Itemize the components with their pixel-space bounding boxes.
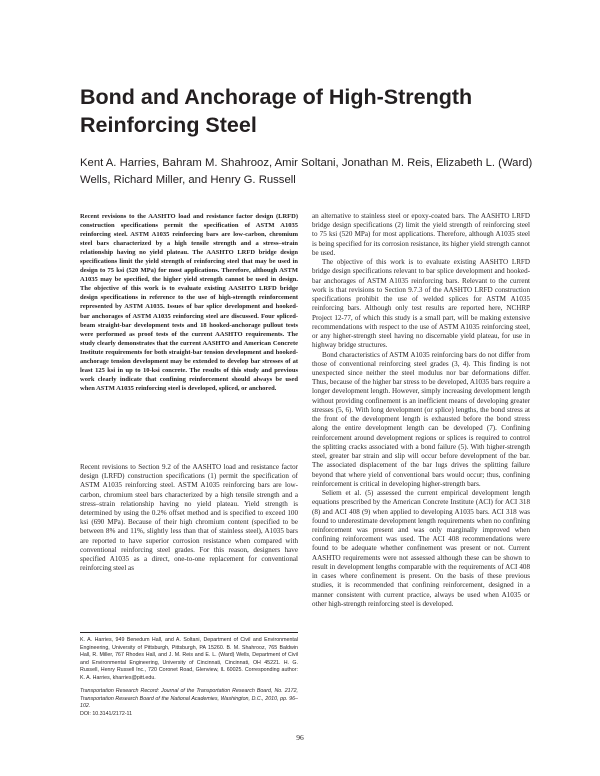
body-paragraph: The objective of this work is to evaluate existing AASHTO LRFD bridge design specifications relevant to bar splice development and hooked-bar anchorages of ASTM A1035 reinforcing bars. Relevant to the current work is that revisions to Section 9.7.3 of the AASHTO LRFD construction specifications prohibit the use of welded splices for ASTM A1035 reinforcing bars. Although only test results are reported here, NCHRP Project 12-77, of which this study is a small part, will be making extensive recommendations with respect to the use of ASTM A1035 reinforcing steel, or any higher-strength steel having no discernable yield plateau, for use in highway bridge structures. <box>312 258 530 350</box>
body-paragraph: Bond characteristics of ASTM A1035 reinforcing bars do not differ from those of conventional reinforcing steel grades (3, 4). This finding is not unexpected since neither the steel modulus nor bar deformations differ. Thus, because of the higher bar stress to be developed, A1035 bars require a longer development length. However, simply increasing development length without providing confinement is an inefficient means of developing greater stresses (5, 6). With long development (or splice) lengths, the bond stress at the front of the development length is exhausted before the bond stress along the entire development length can be developed (7). Confining reinforcement around development regions or splices is required to control the splitting cracks associated with a bond failure (5). With higher-strength steel, greater bar strain and slip will occur before development of the bar. The associated displacement of the bar lugs drives the splitting failure beyond that where yield of conventional bars would occur; thus, confining reinforcement is critical in developing higher-strength bars. <box>312 350 530 488</box>
journal-citation: Transportation Research Record: Journal of the Transportation Research Board, No. 2172, Transportation Research Board of the National Academies, Washington, D.C., 2010, pp. 96–102. <box>80 688 298 709</box>
article-title: Bond and Anchorage of High-Strength Reinforcing Steel <box>80 85 473 137</box>
body-paragraph: Seliem et al. (5) assessed the current empirical development length equations prescribed by the American Concrete Institute (ACI) for ACI 318 (8) and ACI 408 (9) when applied to developing A1035 bars. ACI 318 was found to underestimate development length requirements when no confining reinforcement was present and was only marginally improved when confining reinforcement was used. The ACI 408 recommendations were found to be adequate whether confinement was present or not. Current AASHTO requirements were not assessed although these can be shown to result in development lengths comparable with the requirements of ACI 408 in cases where confinement is present. On the basis of these previous studies, it is recommended that confining reinforcement, designed in a manner consistent with current practice, always be used when A1035 or other high-strength reinforcing steel is developed. <box>312 489 530 608</box>
footnote <box>80 632 298 718</box>
page-number: 96 <box>296 733 304 742</box>
body-paragraph: an alternative to stainless steel or epoxy-coated bars. The AASHTO LRFD bridge design specifications (2) limit the yield strength of reinforcing steel to 75 ksi (520 MPa) for most applications. Therefore, although A1035 steel is being specified for its corrosion resistance, its higher yield strength cannot be used. <box>312 212 530 257</box>
introduction <box>80 463 298 573</box>
intro-paragraph: Recent revisions to Section 9.2 of the AASHTO load and resistance factor design (LRFD) construction specifications (1) permit the specification of ASTM A1035 reinforcing steel. ASTM A1035 reinforcing bars are low-carbon, chromium steel bars characterized by a high tensile strength and a stress–strain relationship having no yield plateau. Yield strength is determined by using the 0.2% offset method and is specified to exceed 100 ksi (690 MPa). Because of their high chromium content (specified to be between 8% and 11%, slightly less than that of stainless steel), A1035 bars are reported to have superior corrosion resistance when compared with conventional reinforcing steel grades. For this reason, designers have specified A1035 as a direct, one-to-one replacement for conventional reinforcing steel as <box>80 463 298 573</box>
right-column <box>312 212 530 609</box>
doi: DOI: 10.3141/2172-11 <box>80 710 133 717</box>
author-affiliations: K. A. Harries, 949 Benedum Hall, and A. Soltani, Department of Civil and Environmental Engineering, University of Pittsburgh, Pittsburgh, PA 15260. B. M. Shahrooz, 765 Baldwin Hall, R. Miller, 767 Rhodes Hall, and J. M. Reis and E. L. (Ward) Wells, Department of Civil and Environmental Engineering, University of Cincinnati, Cincinnati, OH 45221. H. G. Russell, Henry Russell Inc., 720 Coronet Road, Glenview, IL 60025. Corresponding author: K. A. Harries, kharries@pitt.edu. <box>80 632 298 682</box>
abstract <box>80 212 298 393</box>
abstract-text: Recent revisions to the AASHTO load and resistance factor design (LRFD) construction specifications permit the specification of ASTM A1035 reinforcing steel. ASTM A1035 reinforcing bars are low-carbon, chromium steel bars characterized by a high tensile strength and a stress–strain relationship having no yield plateau. The AASHTO LRFD bridge design specifications limit the yield strength of reinforcing steel that may be used in design to 75 ksi (520 MPa) for most applications. Therefore, although ASTM A1035 may be specified, the higher yield strength cannot be used in design. The objective of this work is to evaluate existing AASHTO LRFD bridge design specifications in reference to the use of high-strength reinforcement represented by ASTM A1035. Issues of bar splice development and hooked-bar anchorages of ASTM A1035 reinforcing steel are discussed. Four spliced-beam straight-bar development tests and 18 hooked-anchorage pullout tests were performed as proof tests of the current AASHTO requirements. The study clearly demonstrates that the current AASHTO and American Concrete Institute requirements for both straight-bar tension development and hooked-anchorage tension development may be extended to develop bar stresses of at least 125 ksi in up to 10-ksi concrete. The results of this study and previous work clearly indicate that confining reinforcement should always be used when ASTM A1035 reinforcing steel is developed, spliced, or anchored. <box>80 213 298 392</box>
author-list: Kent A. Harries, Bahram M. Shahrooz, Amir Soltani, Jonathan M. Reis, Elizabeth L. (Ward) Wells, Richard Miller, and Henry G. Russell <box>80 157 533 186</box>
